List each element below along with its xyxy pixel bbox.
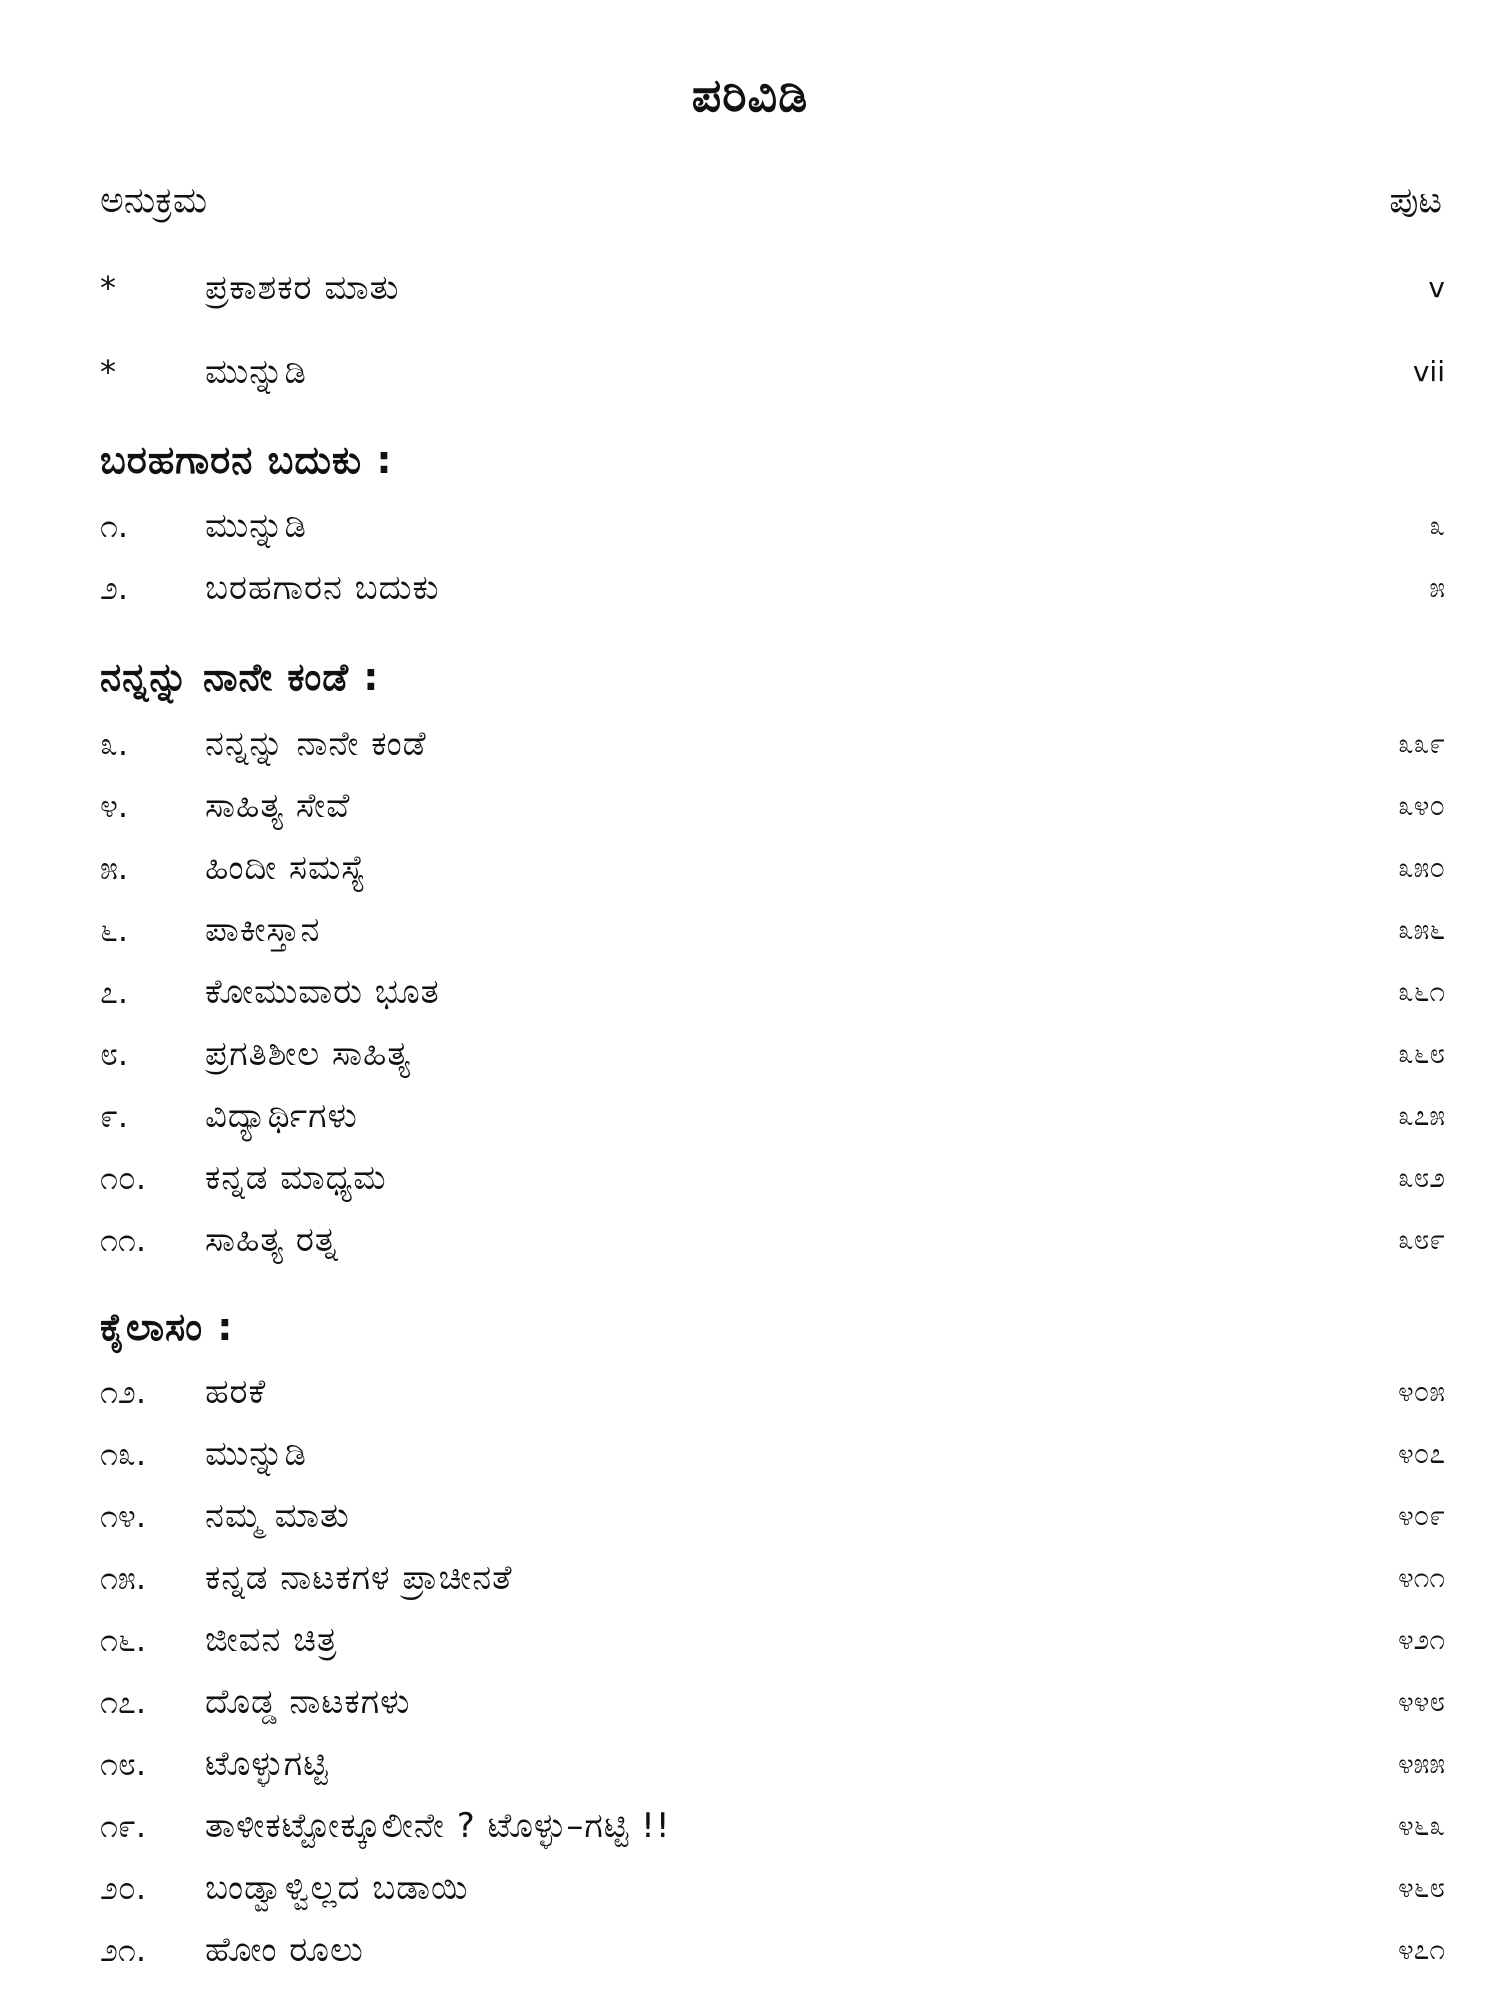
toc-entry-title: ಜೀವನ ಚಿತ್ರ [205, 1620, 338, 1660]
toc-page-number: ೪೨೧ [1397, 1623, 1445, 1656]
toc-row [0, 962, 1500, 1022]
toc-entry-title: ಸಾಹಿತ್ಯ ರತ್ನ [205, 1220, 339, 1260]
toc-number: ೫. [100, 849, 129, 887]
toc-entry-title: ಹರಕೆ [205, 1372, 267, 1412]
section-heading: ನನ್ನನ್ನು ನಾನೇ ಕಂಡೆ : [100, 655, 380, 699]
toc-row [0, 714, 1500, 774]
toc-page-number: ೪೫೫ [1397, 1747, 1445, 1780]
toc-number: ೧೦. [100, 1159, 147, 1197]
toc-entry-title: ನನ್ನನ್ನು ನಾನೇ ಕಂಡೆ [205, 724, 427, 764]
toc-page-number: ೩೬೮ [1397, 1037, 1445, 1070]
toc-row [0, 1920, 1500, 1980]
toc-row [0, 1796, 1500, 1856]
toc-row [0, 258, 1500, 318]
toc-number: ೨. [100, 569, 129, 607]
toc-entry-title: ಕನ್ನಡ ನಾಟಕಗಳ ಪ್ರಾಚೀನತೆ [205, 1558, 513, 1598]
toc-number: ೪. [100, 787, 129, 825]
toc-page-number: v [1428, 271, 1445, 304]
toc-number: ೧೪. [100, 1497, 147, 1535]
toc-entry-title: ಪಾಕೀಸ್ತಾನ [205, 910, 321, 950]
toc-entry-title: ನಮ್ಮ ಮಾತು [205, 1496, 350, 1536]
toc-page-number: ೪೦೭ [1397, 1437, 1445, 1470]
toc-page-number: ೩೬೧ [1397, 975, 1445, 1008]
toc-page-number: ೪೧೧ [1397, 1561, 1445, 1594]
toc-entry-title: ಸಾಹಿತ್ಯ ಸೇವೆ [205, 786, 351, 826]
toc-bullet: * [100, 269, 116, 307]
toc-page-number: ೩೭೫ [1397, 1099, 1445, 1132]
toc-page-number: ೩೪೦ [1397, 789, 1445, 822]
toc-page-number: ೫ [1429, 571, 1445, 604]
toc-row [0, 1362, 1500, 1422]
toc-row [0, 1672, 1500, 1732]
page-title: ಪರಿವಿಡಿ [691, 68, 809, 122]
toc-page-number: ೩೮೨ [1397, 1161, 1445, 1194]
toc-number: ೧೬. [100, 1621, 147, 1659]
toc-row [0, 1548, 1500, 1608]
toc-number: ೧೩. [100, 1435, 147, 1473]
toc-entry-title: ಹಿಂದೀ ಸಮಸ್ಯೆ [205, 848, 367, 888]
toc-entry-title: ಮುನ್ನುಡಿ [205, 506, 307, 546]
toc-row [0, 1148, 1500, 1208]
toc-row [0, 1210, 1500, 1270]
toc-entry-title: ಮುನ್ನುಡಿ [205, 1434, 307, 1474]
toc-number: ೧೭. [100, 1683, 147, 1721]
toc-entry-title: ಕನ್ನಡ ಮಾಧ್ಯಮ [205, 1158, 387, 1198]
toc-row [0, 1024, 1500, 1084]
section-heading: ಕೈಲಾಸಂ : [100, 1305, 234, 1349]
toc-number: ೨೧. [100, 1931, 147, 1969]
toc-row [0, 776, 1500, 836]
toc-row [0, 1734, 1500, 1794]
toc-page-number: ೪೦೫ [1397, 1375, 1445, 1408]
toc-row [0, 342, 1500, 402]
toc-page-number: ೪೦೯ [1397, 1499, 1445, 1532]
toc-row [0, 558, 1500, 618]
toc-number: ೮. [100, 1035, 129, 1073]
toc-entry-title: ದೊಡ್ಡ ನಾಟಕಗಳು [205, 1682, 411, 1722]
toc-row [0, 496, 1500, 556]
toc-page-number: ೪೬೮ [1397, 1871, 1445, 1904]
toc-number: ೧೫. [100, 1559, 147, 1597]
toc-page-number: ೩೫೦ [1397, 851, 1445, 884]
toc-row [0, 838, 1500, 898]
toc-row [0, 1858, 1500, 1918]
section-heading: ಬರಹಗಾರನ ಬದುಕು : [100, 438, 393, 482]
toc-number: ೨೦. [100, 1869, 147, 1907]
toc-number: ೬. [100, 911, 129, 949]
toc-number: ೧೯. [100, 1807, 147, 1845]
toc-number: ೭. [100, 973, 129, 1011]
toc-number: ೯. [100, 1097, 129, 1135]
toc-page-number: ೪೪೮ [1397, 1685, 1445, 1718]
toc-entry-title: ತಾಳೀಕಟ್ಟೋಕ್ಕೂಲೀನೇ ? ಟೊಳ್ಳು–ಗಟ್ಟಿ !! [205, 1806, 671, 1846]
toc-entry-title: ಪ್ರಕಾಶಕರ ಮಾತು [205, 268, 400, 308]
toc-entry-title: ಟೊಳ್ಳುಗಟ್ಟಿ [205, 1744, 329, 1784]
toc-page-number: ೩೩೯ [1397, 727, 1445, 760]
toc-entry-title: ವಿದ್ಯಾರ್ಥಿಗಳು [205, 1096, 358, 1136]
toc-entry-title: ಕೋಮುವಾರು ಭೂತ [205, 972, 440, 1012]
toc-page-number: ೪೭೧ [1397, 1933, 1445, 1966]
toc-entry-title: ಬರಹಗಾರನ ಬದುಕು [205, 568, 440, 608]
toc-bullet: * [100, 353, 116, 391]
page-column-header: ಪುಟ [1389, 180, 1442, 221]
toc-row [0, 1486, 1500, 1546]
toc-page-number: vii [1412, 355, 1445, 388]
toc-entry-title: ಹೋಂ ರೂಲು [205, 1930, 364, 1970]
toc-number: ೧. [100, 507, 129, 545]
toc-number: ೧೨. [100, 1373, 147, 1411]
toc-page-number: ೩ [1429, 509, 1445, 542]
toc-entry-title: ಬಂಡ್ವಾಳ್ವಿಲ್ಲದ ಬಡಾಯಿ [205, 1868, 469, 1908]
toc-row [0, 1086, 1500, 1146]
toc-entry-title: ಮುನ್ನುಡಿ [205, 352, 307, 392]
toc-number: ೧೮. [100, 1745, 147, 1783]
toc-page-number: ೩೮೯ [1397, 1223, 1445, 1256]
toc-row [0, 900, 1500, 960]
toc-number: ೩. [100, 725, 129, 763]
toc-entry-title: ಪ್ರಗತಿಶೀಲ ಸಾಹಿತ್ಯ [205, 1034, 412, 1074]
toc-row [0, 1424, 1500, 1484]
toc-page-number: ೩೫೬ [1397, 913, 1445, 946]
contents-header: ಅನುಕ್ರಮ [100, 180, 208, 221]
toc-page-number: ೪೬೩ [1397, 1809, 1445, 1842]
toc-number: ೧೧. [100, 1221, 147, 1259]
toc-row [0, 1610, 1500, 1670]
